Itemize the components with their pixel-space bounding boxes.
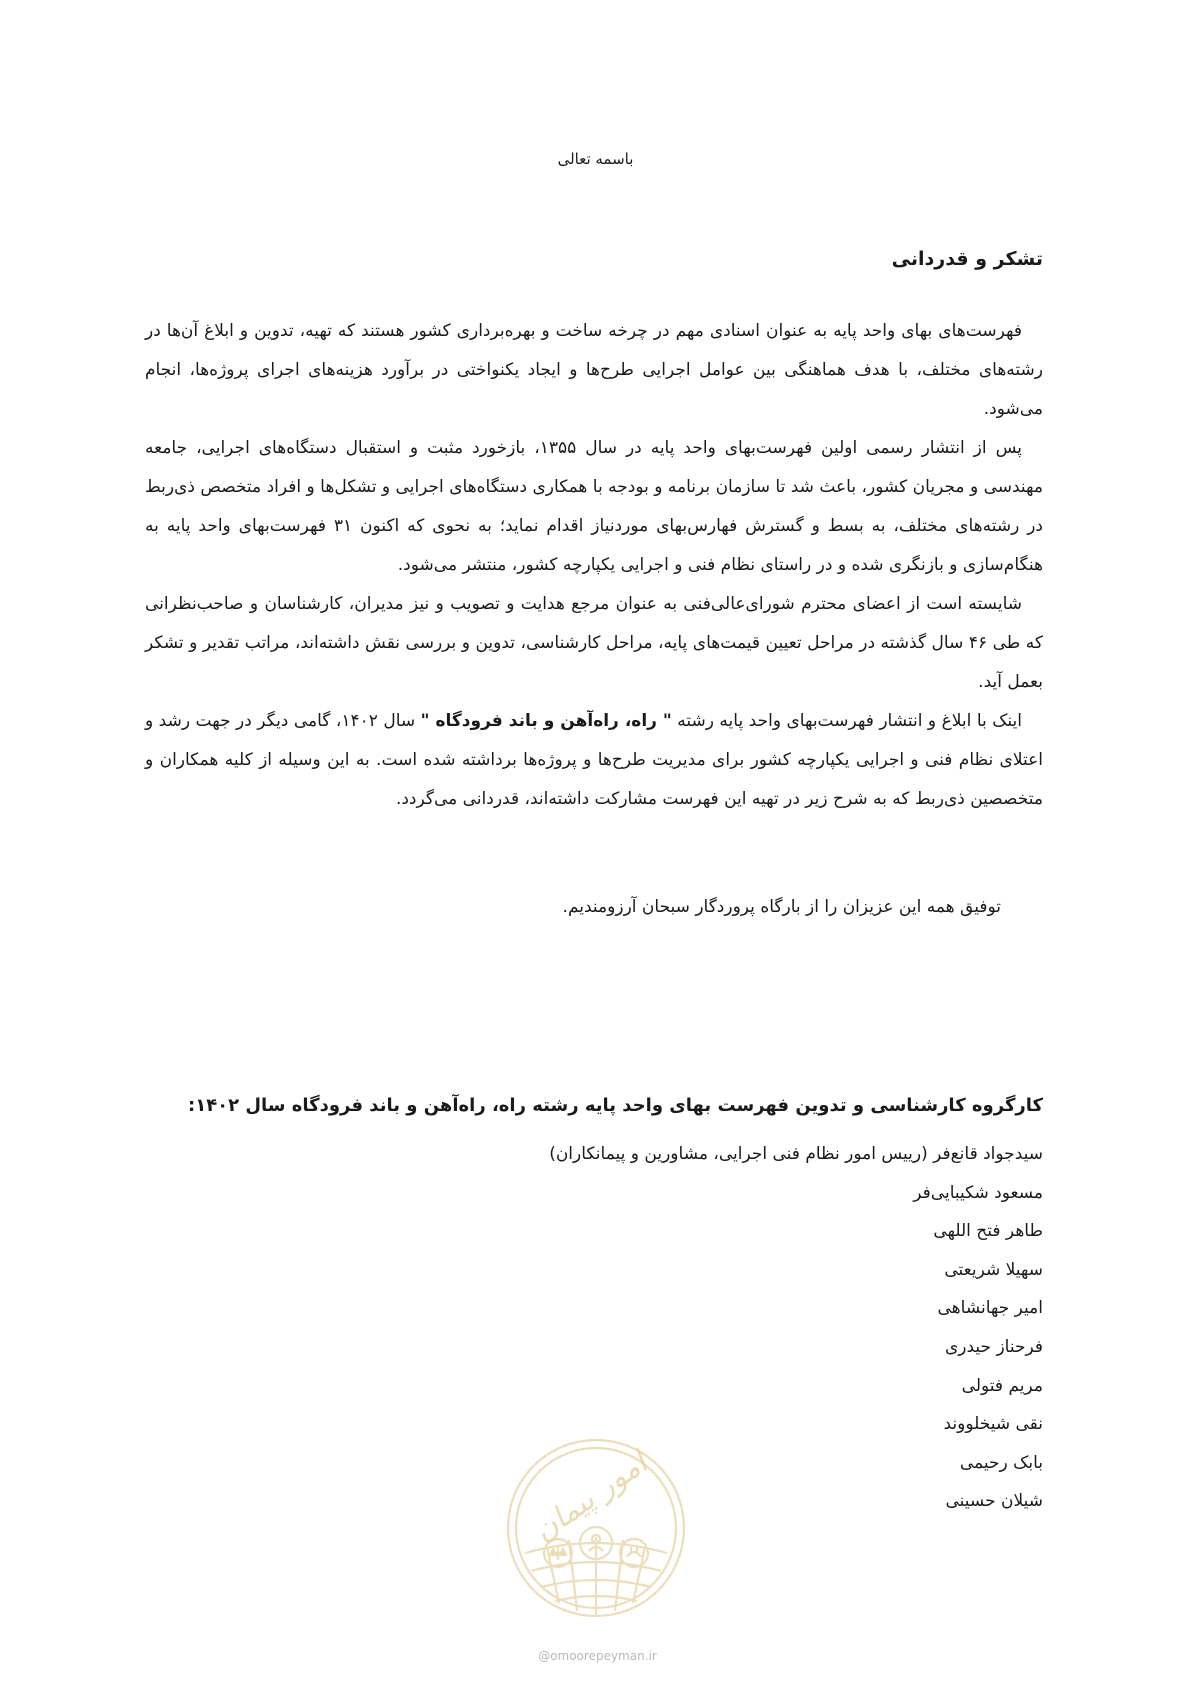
paragraph-4: [145, 702, 1043, 819]
discipline-name: " راه، راه‌آهن و باند فرودگاه ": [420, 711, 672, 731]
watermark-url: @omoorepeyman.ir: [538, 1649, 657, 1663]
acknowledgement-text: [145, 312, 1043, 819]
list-item: سیدجواد قانع‌فر (رییس امور نظام فنی اجرایی، مشاورین و پیمانکاران): [549, 1144, 1043, 1164]
basmala: باسمه تعالی: [557, 150, 634, 168]
list-item: مسعود شکیبایی‌فر: [913, 1182, 1043, 1203]
list-item: مریم فتولی: [961, 1375, 1043, 1396]
paragraph-3: شایسته است از اعضای محترم شورای‌عالی‌فنی به عنوان مرجع هدایت و تصویب و نیز مدیران، کارشناسان و صاحب‌نظرانی که طی ۴۶ سال گذشته در مراحل تعیین قیمت‌های پایه، مراحل کارشناسی، تدوین و بررسی نقش داشته‌اند، مراتب تقدیر و تشکر بعمل آید.: [145, 594, 1044, 692]
list-item: بابک رحیمی: [959, 1452, 1043, 1473]
hand-icon: [627, 1547, 641, 1557]
closing-wish-text: توفیق همه این عزیزان را از بارگاه پروردگار سبحان آرزومندیم.: [562, 897, 1001, 917]
team-title: کارگروه کارشناسی و تدوین فهرست بهای واحد پایه رشته راه، راه‌آهن و باند فرودگاه سال ۱۴۰۲:: [188, 1095, 1043, 1116]
list-item: امیر جهانشاهی: [937, 1298, 1043, 1319]
paragraph-4-start: اینک با ابلاغ و انتشار فهرست‌بهای واحد پایه رشته: [677, 711, 1023, 731]
scale-icon: [550, 1546, 566, 1560]
list-item: شیلان حسینی: [945, 1491, 1043, 1512]
watermark-logo-text: امور پیمان: [527, 1445, 654, 1549]
list-item: طاهر فتح اللهی: [933, 1221, 1043, 1242]
watermark-logo: [503, 1435, 689, 1621]
page-heading: تشکر و قدردانی: [891, 248, 1043, 270]
paragraph-4-end: سال ۱۴۰۲، گامی دیگر در جهت رشد و اعتلای نظام فنی و اجرایی یکپارچه کشور برای مدیریت طرح‌ها و پروژه‌ها برداشته شده است. به این وسیله از کلیه همکاران و متخصصین ذی‌ربط که به شرح زیر در تهیه این فهرست مشارکت داشته‌اند، قدردانی می‌گردد.: [145, 711, 1043, 809]
paragraph-1: فهرست‌های بهای واحد پایه به عنوان اسنادی مهم در چرخه ساخت و بهره‌برداری کشور هستند که تهیه، تدوین و ابلاغ آن‌ها در رشته‌های مختلف، با هدف هماهنگی بین عوامل اجرایی طرح‌ها و ایجاد یکنواختی در برآورد هزینه‌های اجرای پروژه‌ها، انجام می‌شود.: [145, 321, 1043, 419]
list-item: نقی شیخلووند: [943, 1414, 1043, 1435]
paragraph-2: پس از انتشار رسمی اولین فهرست‌بهای واحد پایه در سال ۱۳۵۵، بازخورد مثبت و استقبال دستگاه‌های اجرایی، جامعه مهندسی و مجریان کشور، باعث شد تا سازمان برنامه و بودجه با همکاری دستگاه‌های اجرایی و تشکل‌ها و افراد متخصص ذی‌ربط در رشته‌های مختلف، به بسط و گسترش فهارس‌بهای موردنیاز اقدام نماید؛ به نحوی که اکنون ۳۱ فهرست‌بهای واحد پایه به هنگام‌سازی و بازنگری شده و در راستای نظام فنی و اجرایی یکپارچه کشور، منتشر می‌شود.: [145, 438, 1043, 575]
list-item: فرحناز حیدری: [944, 1336, 1043, 1357]
closing-wish: [563, 888, 1043, 927]
list-item: سهیلا شریعتی: [944, 1259, 1043, 1280]
